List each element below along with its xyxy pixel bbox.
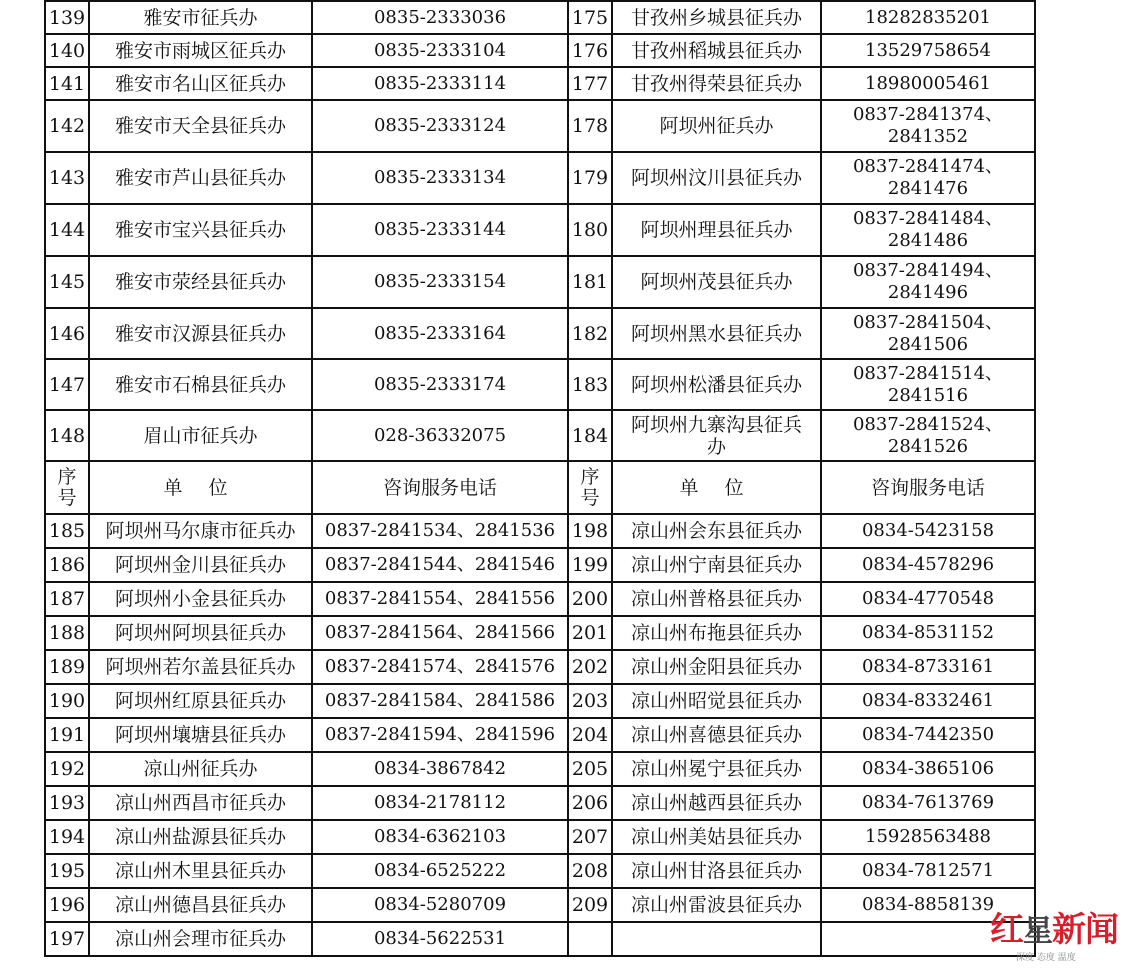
right-unit-cell: 凉山州越西县征兵办 xyxy=(612,786,821,820)
right-header-seq: 序 号 xyxy=(568,461,612,514)
left-seq-cell: 142 xyxy=(45,100,89,152)
table-row xyxy=(45,256,1035,308)
right-phone-cell: 0834-3865106 xyxy=(821,752,1035,786)
left-unit-cell: 阿坝州金川县征兵办 xyxy=(89,548,312,582)
left-unit-cell: 凉山州征兵办 xyxy=(89,752,312,786)
table-row xyxy=(45,514,1035,548)
left-unit-cell: 凉山州西昌市征兵办 xyxy=(89,786,312,820)
right-phone-cell: 0837-2841494、 2841496 xyxy=(821,256,1035,308)
right-unit-cell: 凉山州甘洛县征兵办 xyxy=(612,854,821,888)
left-seq-cell: 144 xyxy=(45,204,89,256)
left-phone-cell: 0835-2333144 xyxy=(312,204,568,256)
table-row xyxy=(45,922,1035,956)
left-seq-cell: 186 xyxy=(45,548,89,582)
left-unit-cell: 阿坝州阿坝县征兵办 xyxy=(89,616,312,650)
right-seq-cell: 198 xyxy=(568,514,612,548)
table-row xyxy=(45,820,1035,854)
right-unit-cell: 甘孜州稻城县征兵办 xyxy=(612,34,821,67)
right-phone-cell: 0837-2841504、 2841506 xyxy=(821,308,1035,359)
right-header-unit: 单 位 xyxy=(612,461,821,514)
left-phone-cell: 0835-2333036 xyxy=(312,1,568,34)
table-row xyxy=(45,1,1035,34)
right-unit-cell: 阿坝州汶川县征兵办 xyxy=(612,152,821,204)
left-seq-cell: 140 xyxy=(45,34,89,67)
left-seq-cell: 193 xyxy=(45,786,89,820)
right-unit-cell xyxy=(612,922,821,956)
left-seq-cell: 146 xyxy=(45,308,89,359)
left-seq-cell: 147 xyxy=(45,359,89,410)
right-seq-cell: 203 xyxy=(568,684,612,718)
right-unit-cell: 凉山州雷波县征兵办 xyxy=(612,888,821,922)
left-seq-cell: 197 xyxy=(45,922,89,956)
left-unit-cell: 雅安市宝兴县征兵办 xyxy=(89,204,312,256)
left-seq-cell: 185 xyxy=(45,514,89,548)
left-phone-cell: 0837-2841564、2841566 xyxy=(312,616,568,650)
left-phone-cell: 0834-6525222 xyxy=(312,854,568,888)
right-unit-cell: 凉山州金阳县征兵办 xyxy=(612,650,821,684)
right-phone-cell: 0834-8733161 xyxy=(821,650,1035,684)
right-phone-cell: 18282835201 xyxy=(821,1,1035,34)
right-phone-cell: 0834-8332461 xyxy=(821,684,1035,718)
table-row xyxy=(45,888,1035,922)
left-unit-cell: 凉山州德昌县征兵办 xyxy=(89,888,312,922)
recruitment-office-table xyxy=(44,0,1036,957)
right-seq-cell: 175 xyxy=(568,1,612,34)
right-seq-cell: 199 xyxy=(568,548,612,582)
right-unit-cell: 凉山州美姑县征兵办 xyxy=(612,820,821,854)
left-phone-cell: 0835-2333164 xyxy=(312,308,568,359)
table-row xyxy=(45,786,1035,820)
phone-directory-sheet xyxy=(44,0,1036,957)
right-unit-cell: 阿坝州征兵办 xyxy=(612,100,821,152)
right-seq-cell: 184 xyxy=(568,410,612,461)
left-header-phone: 咨询服务电话 xyxy=(312,461,568,514)
right-seq-cell: 200 xyxy=(568,582,612,616)
table-row xyxy=(45,752,1035,786)
left-phone-cell: 0837-2841534、2841536 xyxy=(312,514,568,548)
watermark-logo-red: 红 xyxy=(990,910,1023,950)
right-seq-cell: 209 xyxy=(568,888,612,922)
right-seq-cell: 180 xyxy=(568,204,612,256)
right-seq-cell: 201 xyxy=(568,616,612,650)
right-phone-cell: 0837-2841484、 2841486 xyxy=(821,204,1035,256)
left-unit-cell: 雅安市石棉县征兵办 xyxy=(89,359,312,410)
left-phone-cell: 0837-2841584、2841586 xyxy=(312,684,568,718)
left-seq-cell: 188 xyxy=(45,616,89,650)
left-seq-cell: 189 xyxy=(45,650,89,684)
table-row xyxy=(45,718,1035,752)
watermark-logo-star: 星 xyxy=(1023,914,1052,949)
right-phone-cell: 0837-2841374、 2841352 xyxy=(821,100,1035,152)
left-unit-cell: 雅安市征兵办 xyxy=(89,1,312,34)
right-unit-cell: 阿坝州茂县征兵办 xyxy=(612,256,821,308)
right-seq-cell: 183 xyxy=(568,359,612,410)
left-phone-cell: 0835-2333174 xyxy=(312,359,568,410)
left-seq-cell: 187 xyxy=(45,582,89,616)
right-phone-cell: 13529758654 xyxy=(821,34,1035,67)
left-phone-cell: 0835-2333104 xyxy=(312,34,568,67)
left-seq-cell: 192 xyxy=(45,752,89,786)
table-row xyxy=(45,308,1035,359)
right-unit-cell: 凉山州喜德县征兵办 xyxy=(612,718,821,752)
left-phone-cell: 0835-2333154 xyxy=(312,256,568,308)
right-seq-cell: 179 xyxy=(568,152,612,204)
table-row xyxy=(45,684,1035,718)
left-phone-cell: 0837-2841554、2841556 xyxy=(312,582,568,616)
watermark-logo xyxy=(990,902,1118,951)
left-unit-cell: 阿坝州小金县征兵办 xyxy=(89,582,312,616)
left-seq-cell: 196 xyxy=(45,888,89,922)
table-row xyxy=(45,359,1035,410)
right-seq-cell: 208 xyxy=(568,854,612,888)
left-phone-cell: 0834-2178112 xyxy=(312,786,568,820)
right-unit-cell: 阿坝州松潘县征兵办 xyxy=(612,359,821,410)
right-seq-cell: 205 xyxy=(568,752,612,786)
right-phone-cell: 15928563488 xyxy=(821,820,1035,854)
right-seq-cell: 182 xyxy=(568,308,612,359)
left-unit-cell: 凉山州会理市征兵办 xyxy=(89,922,312,956)
right-unit-cell: 凉山州昭觉县征兵办 xyxy=(612,684,821,718)
table-row xyxy=(45,582,1035,616)
right-phone-cell: 0834-7442350 xyxy=(821,718,1035,752)
table-row xyxy=(45,67,1035,100)
left-unit-cell: 眉山市征兵办 xyxy=(89,410,312,461)
right-header-phone: 咨询服务电话 xyxy=(821,461,1035,514)
right-seq-cell: 177 xyxy=(568,67,612,100)
right-phone-cell: 0834-7812571 xyxy=(821,854,1035,888)
left-seq-cell: 141 xyxy=(45,67,89,100)
left-header-seq: 序 号 xyxy=(45,461,89,514)
left-phone-cell: 0837-2841544、2841546 xyxy=(312,548,568,582)
left-unit-cell: 雅安市芦山县征兵办 xyxy=(89,152,312,204)
right-unit-cell: 阿坝州九寨沟县征兵 办 xyxy=(612,410,821,461)
left-unit-cell: 阿坝州若尔盖县征兵办 xyxy=(89,650,312,684)
right-seq-cell: 176 xyxy=(568,34,612,67)
left-unit-cell: 雅安市天全县征兵办 xyxy=(89,100,312,152)
table-row xyxy=(45,548,1035,582)
left-unit-cell: 雅安市名山区征兵办 xyxy=(89,67,312,100)
right-unit-cell: 凉山州会东县征兵办 xyxy=(612,514,821,548)
right-unit-cell: 阿坝州理县征兵办 xyxy=(612,204,821,256)
right-phone-cell: 0837-2841474、 2841476 xyxy=(821,152,1035,204)
left-unit-cell: 雅安市汉源县征兵办 xyxy=(89,308,312,359)
right-unit-cell: 甘孜州乡城县征兵办 xyxy=(612,1,821,34)
right-unit-cell: 甘孜州得荣县征兵办 xyxy=(612,67,821,100)
left-seq-cell: 190 xyxy=(45,684,89,718)
right-seq-cell xyxy=(568,922,612,956)
table-row xyxy=(45,204,1035,256)
right-seq-cell: 181 xyxy=(568,256,612,308)
table-row xyxy=(45,854,1035,888)
left-seq-cell: 194 xyxy=(45,820,89,854)
right-seq-cell: 207 xyxy=(568,820,612,854)
left-seq-cell: 148 xyxy=(45,410,89,461)
right-phone-cell: 0834-8858139 xyxy=(821,888,1035,922)
left-unit-cell: 阿坝州马尔康市征兵办 xyxy=(89,514,312,548)
left-phone-cell: 0835-2333134 xyxy=(312,152,568,204)
watermark-logo-text: 新闻 xyxy=(1052,910,1118,950)
right-unit-cell: 阿坝州黑水县征兵办 xyxy=(612,308,821,359)
right-phone-cell: 0834-8531152 xyxy=(821,616,1035,650)
left-seq-cell: 195 xyxy=(45,854,89,888)
left-header-unit: 单 位 xyxy=(89,461,312,514)
left-phone-cell: 0834-5280709 xyxy=(312,888,568,922)
left-phone-cell: 0834-5622531 xyxy=(312,922,568,956)
right-seq-cell: 204 xyxy=(568,718,612,752)
table-row xyxy=(45,650,1035,684)
table-row xyxy=(45,616,1035,650)
right-phone-cell: 0834-5423158 xyxy=(821,514,1035,548)
watermark-tagline: 深度 态度 温度 xyxy=(1016,953,1076,963)
right-phone-cell: 18980005461 xyxy=(821,67,1035,100)
right-unit-cell: 凉山州宁南县征兵办 xyxy=(612,548,821,582)
left-unit-cell: 阿坝州壤塘县征兵办 xyxy=(89,718,312,752)
left-phone-cell: 028-36332075 xyxy=(312,410,568,461)
right-phone-cell: 0837-2841524、 2841526 xyxy=(821,410,1035,461)
left-phone-cell: 0837-2841594、2841596 xyxy=(312,718,568,752)
right-seq-cell: 206 xyxy=(568,786,612,820)
right-unit-cell: 凉山州冕宁县征兵办 xyxy=(612,752,821,786)
left-phone-cell: 0835-2333124 xyxy=(312,100,568,152)
table-row xyxy=(45,100,1035,152)
right-phone-cell: 0837-2841514、 2841516 xyxy=(821,359,1035,410)
header-row xyxy=(45,461,1035,514)
left-phone-cell: 0834-3867842 xyxy=(312,752,568,786)
left-seq-cell: 143 xyxy=(45,152,89,204)
left-phone-cell: 0834-6362103 xyxy=(312,820,568,854)
left-seq-cell: 191 xyxy=(45,718,89,752)
left-seq-cell: 139 xyxy=(45,1,89,34)
left-phone-cell: 0837-2841574、2841576 xyxy=(312,650,568,684)
right-unit-cell: 凉山州普格县征兵办 xyxy=(612,582,821,616)
table-row xyxy=(45,152,1035,204)
left-unit-cell: 雅安市荥经县征兵办 xyxy=(89,256,312,308)
left-unit-cell: 凉山州盐源县征兵办 xyxy=(89,820,312,854)
right-seq-cell: 178 xyxy=(568,100,612,152)
left-phone-cell: 0835-2333114 xyxy=(312,67,568,100)
left-seq-cell: 145 xyxy=(45,256,89,308)
right-phone-cell: 0834-7613769 xyxy=(821,786,1035,820)
left-unit-cell: 雅安市雨城区征兵办 xyxy=(89,34,312,67)
right-seq-cell: 202 xyxy=(568,650,612,684)
left-unit-cell: 凉山州木里县征兵办 xyxy=(89,854,312,888)
table-row xyxy=(45,410,1035,461)
hongxing-news-watermark xyxy=(990,896,1120,966)
left-unit-cell: 阿坝州红原县征兵办 xyxy=(89,684,312,718)
right-phone-cell: 0834-4770548 xyxy=(821,582,1035,616)
right-unit-cell: 凉山州布拖县征兵办 xyxy=(612,616,821,650)
table-row xyxy=(45,34,1035,67)
right-phone-cell: 0834-4578296 xyxy=(821,548,1035,582)
